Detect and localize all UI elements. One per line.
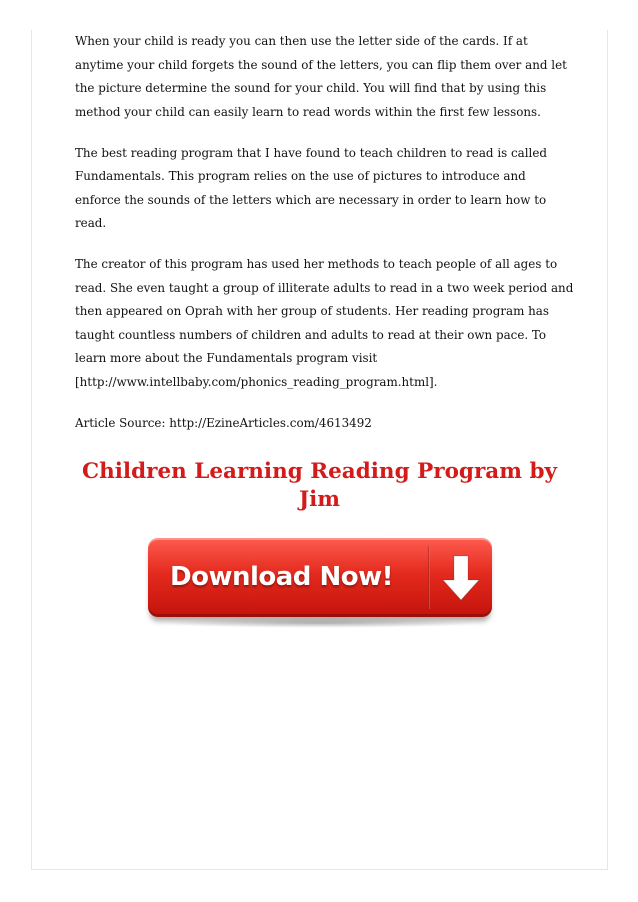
download-now-button[interactable]: [148, 538, 492, 617]
paragraph-program-creator: The creator of this program has used her methods to teach people of all ages to read. She even taught a group of illiterate adults to read in a two week period and then appeared on Oprah with her group of students. Her reading program has taught countless numbers of children and adults to read at their own pace. To learn more about the Fundamentals program visit [http://www.intellbaby.com/phonics_reading_program.html].: [75, 257, 574, 389]
product-heading-line-1: Children Learning Reading Program by: [82, 459, 557, 484]
paragraph-letter-cards: When your child is ready you can then use the letter side of the cards. If at anytime your child forgets the sound of the letters, you can flip them over and let the picture determine the sound for your child. You will find that by using this method your child can easily learn to read words within the first few lessons.: [75, 34, 567, 119]
download-arrow-icon: [438, 550, 484, 606]
button-divider: [428, 546, 430, 609]
article-body: [75, 30, 575, 453]
button-shadow: [160, 618, 480, 628]
download-now-label: Download Now!: [170, 562, 393, 592]
article-source: Article Source: http://EzineArticles.com/4613492: [75, 415, 372, 430]
product-heading-line-2: Jim: [298, 487, 341, 512]
paragraph-best-program: The best reading program that I have found to teach children to read is called Fundamentals. This program relies on the use of pictures to introduce and enforce the sounds of the letters which are necessary in order to learn how to read.: [75, 145, 548, 230]
product-heading: [31, 458, 608, 514]
